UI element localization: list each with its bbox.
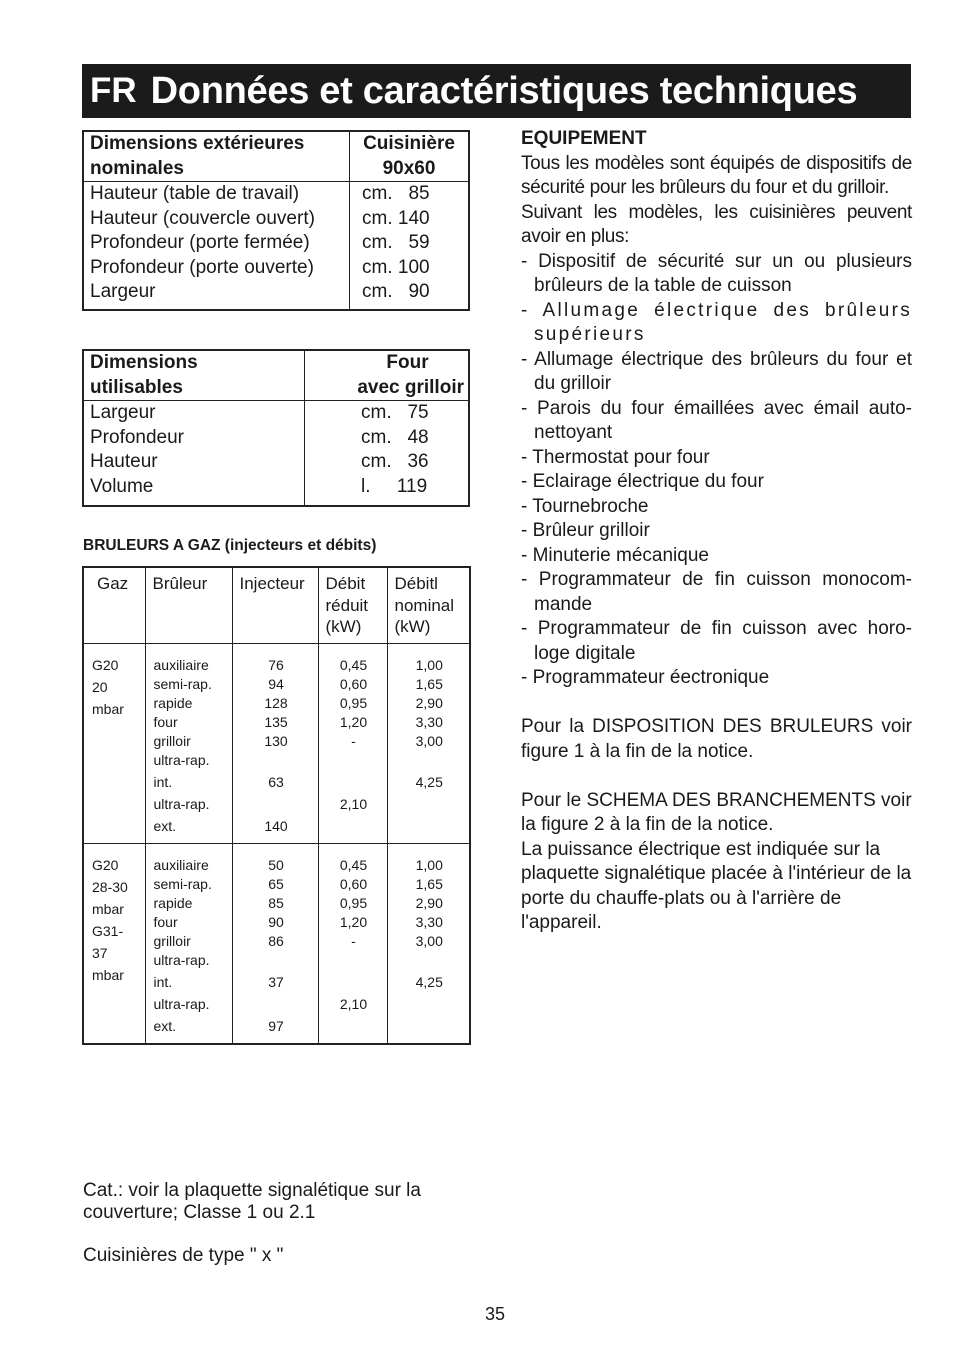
cell-line: auxiliaire	[153, 656, 209, 673]
cell-line: 20	[92, 678, 108, 695]
cell-line	[327, 751, 381, 773]
cell-line: 37	[92, 944, 108, 961]
cell-line: 50	[268, 856, 284, 873]
title-bar	[82, 64, 911, 118]
cell-line: grilloir	[153, 932, 191, 949]
cell-line: 135	[264, 713, 288, 730]
cell-line: mbar	[92, 700, 124, 717]
cell-line: 2,90	[415, 894, 443, 911]
row-label: Profondeur (porte ouverte)	[90, 256, 314, 278]
power-note: La puissance électrique est indiquée sur la plaquette signalétique placée à l'intérieur de la porte du chauffe-plats ou à l'arrière de l'appareil.	[521, 838, 912, 933]
cell-line: 0,45	[339, 656, 368, 673]
type-note: Cuisinières de type " x "	[83, 1245, 284, 1266]
header-text: nominales	[90, 157, 184, 179]
cell-line: ultra-rap.	[153, 951, 210, 968]
gas-cell-gaz	[83, 843, 145, 1044]
cell-line	[396, 751, 464, 773]
disposition-note: Pour la DISPOSITION DES BRULEURS voir figure 1 à la fin de la notice.	[521, 716, 912, 762]
cell-line	[396, 951, 464, 973]
cell-line	[327, 773, 381, 795]
header-bruleur: Brûleur	[145, 567, 232, 643]
row-value: cm. 36	[305, 450, 470, 475]
cell-line: 1,00	[415, 856, 443, 873]
cell-line: rapide	[153, 694, 193, 711]
row-label: Largeur	[90, 281, 156, 302]
gas-cell-gaz	[83, 643, 145, 843]
cell-line: 140	[264, 817, 288, 834]
header-debit-nominal: Débitl nominal (kW)	[387, 567, 470, 643]
cell-line: 3,00	[415, 732, 443, 749]
equipment-intro: Tous les modèles sont équipés de dispositifs de sécurité pour les brûleurs du four et du grilloir.	[521, 152, 912, 198]
exterior-dimensions-table	[82, 130, 470, 311]
table-row	[83, 450, 469, 475]
table-row	[83, 231, 469, 256]
cell-line: 1,65	[415, 675, 443, 692]
page-title: Données et caractéristiques techniques	[150, 69, 858, 112]
cell-line: 0,45	[339, 856, 368, 873]
cell-line: 1,20	[339, 913, 368, 930]
cell-line: ext.	[153, 817, 177, 834]
equipment-intro: Suivant les modèles, les cuisinières peuvent avoir en plus:	[521, 201, 912, 247]
row-value: cm. 75	[305, 401, 470, 426]
language-code: FR	[90, 71, 137, 110]
cell-line: 76	[268, 656, 284, 673]
cell-line: four	[153, 713, 178, 730]
cell-line: 128	[264, 694, 288, 711]
header-text: Dimensions extérieures	[90, 133, 305, 154]
gas-cell-burners	[145, 843, 232, 1044]
cell-line: 1,00	[415, 656, 443, 673]
cell-line: mbar	[92, 966, 124, 983]
cell-line: ultra-rap.	[153, 795, 210, 812]
cell-line	[241, 951, 312, 973]
table-header-cell	[350, 131, 470, 182]
cell-line: -	[351, 732, 356, 749]
row-value: cm. 48	[305, 426, 470, 451]
cell-line: ext.	[153, 1017, 177, 1034]
cell-line	[327, 973, 381, 995]
header-text: 90x60	[382, 157, 436, 179]
list-item: - Allumage électrique des brûleurs du four et du grilloir	[521, 348, 912, 394]
list-item: - Eclairage électrique du four	[521, 471, 764, 492]
cell-line	[241, 995, 312, 1017]
table-row	[83, 475, 469, 507]
cell-line: 1,65	[415, 875, 443, 892]
table-row	[83, 280, 469, 310]
header-debit-reduit: Débit réduit (kW)	[318, 567, 387, 643]
cell-line: 94	[268, 675, 284, 692]
cell-line: 0,60	[339, 675, 368, 692]
cell-line: auxiliaire	[153, 856, 209, 873]
list-item: - Tournebroche	[521, 495, 649, 517]
cell-line: mbar	[92, 900, 124, 917]
cell-line: G20	[92, 856, 119, 873]
row-value: l. 119	[305, 475, 470, 507]
gas-cell-reduced	[318, 843, 387, 1044]
list-item: - Minuterie mécanique	[521, 544, 709, 566]
equipment-list	[521, 250, 912, 691]
gas-burners-table	[82, 566, 471, 1045]
gas-cell-nominal	[387, 643, 470, 843]
table-header-cell	[83, 350, 305, 401]
cell-line	[241, 751, 312, 773]
cell-line: 3,30	[415, 913, 443, 930]
header-gaz: Gaz	[83, 567, 145, 643]
cell-line: int.	[153, 773, 173, 790]
cell-line: -	[351, 932, 356, 949]
list-item: - Parois du four émaillées avec émail auto-nettoyant	[521, 397, 912, 443]
gas-cell-injectors	[232, 843, 318, 1044]
table-row	[83, 426, 469, 451]
list-item: - Programmateur de fin cuisson avec horo-loge digitale	[521, 618, 912, 664]
cell-line: 28-30	[92, 878, 128, 895]
list-item: - Thermostat pour four	[521, 446, 710, 468]
table-row	[83, 207, 469, 232]
row-label: Hauteur	[90, 451, 158, 472]
cell-line: 3,00	[415, 932, 443, 949]
list-item: - Programmateur de fin cuisson monocom-mande	[521, 569, 912, 615]
cell-line: 130	[264, 732, 288, 749]
list-item: - Programmateur éectronique	[521, 667, 770, 688]
cell-line: 97	[268, 1017, 284, 1034]
cell-line: 4,25	[415, 773, 443, 790]
list-item: - Brûleur grilloir	[521, 520, 650, 541]
schema-note: Pour le SCHEMA DES BRANCHEMENTS voir la figure 2 à la fin de la notice.	[521, 789, 912, 835]
cell-line: grilloir	[153, 732, 191, 749]
row-value: cm. 100	[350, 256, 470, 281]
table-row	[83, 401, 469, 426]
cell-line	[327, 951, 381, 973]
table-header-cell	[305, 350, 470, 401]
gas-cell-burners	[145, 643, 232, 843]
cell-line: 2,10	[339, 995, 368, 1012]
list-item: - Allumage électrique des brûleurs supérieurs	[521, 299, 912, 345]
table-header-row	[83, 350, 469, 401]
cell-line: 0,95	[339, 894, 368, 911]
cell-line: 86	[268, 932, 284, 949]
list-item: - Dispositif de sécurité sur un ou plusieurs brûleurs de la table de cuisson	[521, 250, 912, 296]
table-row	[83, 643, 470, 843]
row-label: Largeur	[90, 402, 156, 423]
cell-line: 3,30	[415, 713, 443, 730]
row-value: cm. 59	[350, 231, 470, 256]
header-text: avec grilloir	[357, 376, 464, 398]
gas-cell-nominal	[387, 843, 470, 1044]
row-label: Hauteur (table de travail)	[90, 183, 300, 204]
cell-line: 85	[268, 894, 284, 911]
gas-burners-caption: BRULEURS A GAZ (injecteurs et débits)	[83, 537, 377, 554]
cell-line: 90	[268, 913, 284, 930]
row-label: Volume	[90, 475, 154, 497]
table-header-row	[83, 567, 470, 643]
cell-line: 65	[268, 875, 284, 892]
cell-line: 1,20	[339, 713, 368, 730]
row-label: Hauteur (couvercle ouvert)	[90, 207, 315, 229]
equipment-heading: EQUIPEMENT	[521, 128, 647, 149]
cell-line: rapide	[153, 894, 193, 911]
header-text: Four	[386, 352, 429, 373]
row-label: Profondeur	[90, 426, 185, 448]
row-label: Profondeur (porte fermée)	[90, 232, 310, 253]
cell-line: 63	[268, 773, 284, 790]
header-text: Dimensions	[90, 352, 198, 373]
gas-cell-reduced	[318, 643, 387, 843]
cell-line: 4,25	[415, 973, 443, 990]
table-row	[83, 182, 469, 207]
row-value: cm. 90	[350, 280, 470, 310]
cell-line: ultra-rap.	[153, 751, 210, 768]
cell-line: 2,10	[339, 795, 368, 812]
cell-line: 0,95	[339, 694, 368, 711]
cell-line: G20	[92, 656, 119, 673]
equipment-section	[521, 127, 912, 936]
page-number: 35	[484, 1304, 506, 1324]
category-note: Cat.: voir la plaquette signalétique sur la couverture; Classe 1 ou 2.1	[83, 1180, 421, 1223]
cell-line: semi-rap.	[153, 675, 212, 692]
usable-dimensions-table	[82, 349, 470, 507]
table-header-row	[83, 131, 469, 182]
table-header-cell	[83, 131, 350, 182]
cell-line: 2,90	[415, 694, 443, 711]
row-value: cm. 140	[350, 207, 470, 232]
header-text: Cuisinière	[363, 133, 455, 154]
row-value: cm. 85	[350, 182, 470, 207]
cell-line	[241, 795, 312, 817]
cell-line: G31-	[92, 922, 124, 939]
cell-line: 0,60	[339, 875, 368, 892]
header-injecteur: Injecteur	[232, 567, 318, 643]
cell-line: semi-rap.	[153, 875, 212, 892]
table-row	[83, 256, 469, 281]
cell-line: 37	[268, 973, 284, 990]
gas-cell-injectors	[232, 643, 318, 843]
cell-line: four	[153, 913, 178, 930]
cell-line: int.	[153, 973, 173, 990]
header-text: utilisables	[90, 376, 183, 398]
table-row	[83, 843, 470, 1044]
cell-line: ultra-rap.	[153, 995, 210, 1012]
